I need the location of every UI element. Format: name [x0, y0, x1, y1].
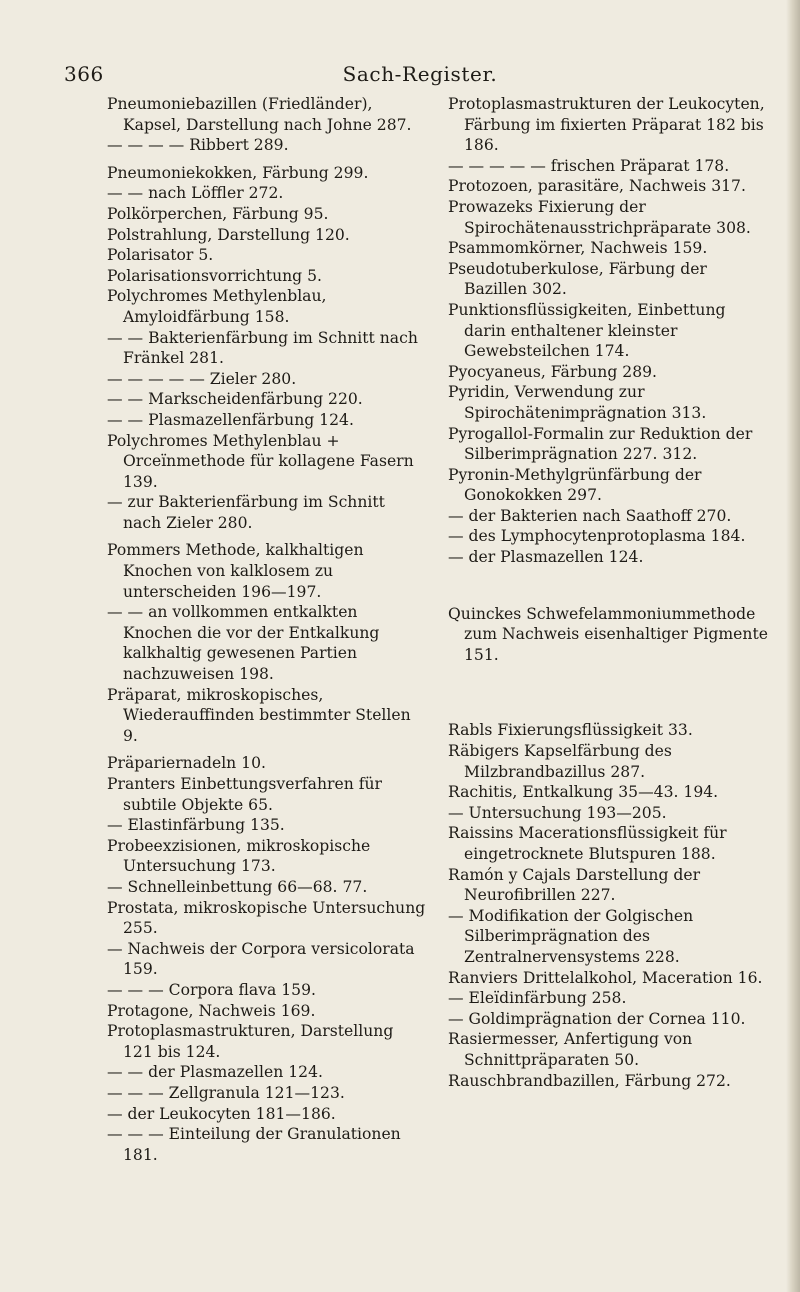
index-entry: — — — Zellgranula 121—123. — [107, 1083, 345, 1102]
index-entry: Pranters Einbettungsverfahren für subtile Objekte 65. — [107, 775, 382, 814]
index-entry: — — — — — frischen Präparat 178. — [448, 156, 730, 175]
index-column-right — [448, 94, 768, 1091]
index-entry: — — — — — Zieler 280. — [107, 369, 297, 388]
index-entry: Pyrogallol-Formalin zur Reduktion der Silberimprägnation 227. 312. — [448, 424, 753, 464]
index-entry: — — an vollkommen entkalkten Knochen die vor der Entkalkung kalkhaltig gewesenen Partien nachzuweisen 198. — [107, 603, 380, 684]
index-entry: Polarisationsvorrichtung 5. — [107, 266, 323, 285]
index-entry: Polstrahlung, Darstellung 120. — [107, 225, 350, 244]
index-entry: — Elastinfärbung 135. — [107, 816, 285, 835]
index-entry: Rasiermesser, Anfertigung von Schnittpräparaten 50. — [448, 1030, 693, 1069]
index-entry: — der Leukocyten 181—186. — [107, 1104, 336, 1123]
index-entry: Protoplasmastrukturen der Leukocyten, Färbung im fixierten Präparat 182 bis 186. — [448, 95, 765, 155]
index-entry: Prostata, mikroskopische Untersuchung 255. — [107, 898, 426, 938]
page-number: 366 — [64, 62, 104, 86]
index-entry: Pseudotuberkulose, Färbung der Bazillen 302. — [448, 259, 707, 299]
index-entry: — zur Bakterienfärbung im Schnitt nach Zieler 280. — [107, 493, 385, 532]
index-entry-q-section: Quinckes Schwefelammoniummethode zum Nachweis eisenhaltiger Pigmente 151. — [448, 604, 768, 664]
index-entry: Pyocyaneus, Färbung 289. — [448, 362, 657, 381]
index-entry: — Modifikation der Golgischen Silberimprägnation des Zentralnervensystems 228. — [448, 906, 694, 966]
index-entry: Pyridin, Verwendung zur Spirochätenimprägnation 313. — [448, 383, 707, 422]
index-entry: — — nach Löffler 272. — [107, 184, 284, 203]
page-header — [0, 62, 800, 92]
index-entry: Protagone, Nachweis 169. — [107, 1001, 316, 1020]
index-entry: Polarisator 5. — [107, 246, 214, 265]
index-entry: — — Markscheidenfärbung 220. — [107, 390, 363, 409]
index-entry: — der Bakterien nach Saathoff 270. — [448, 506, 732, 525]
index-entry: Psammomkörner, Nachweis 159. — [448, 239, 708, 258]
index-entry-r-section: Rabls Fixierungsflüssigkeit 33. — [448, 721, 693, 740]
index-column-left — [107, 94, 427, 1165]
index-entry: Prowazeks Fixierung der Spirochätenausstrichpräparate 308. — [448, 197, 751, 237]
index-entry: Protoplasmastrukturen, Darstellung 121 bis 124. — [107, 1022, 394, 1061]
index-entry: Präparat, mikroskopisches, Wiederauffinden bestimmter Stellen 9. — [107, 685, 411, 745]
index-entry: Präpariernadeln 10. — [107, 754, 266, 773]
index-entry: Rauschbrandbazillen, Färbung 272. — [448, 1071, 731, 1090]
index-entry: Probeexzisionen, mikroskopische Untersuchung 173. — [107, 836, 371, 876]
index-entry: — des Lymphocytenprotoplasma 184. — [448, 527, 746, 546]
index-entry: — der Plasmazellen 124. — [448, 548, 644, 567]
running-head: Sach-Register. — [342, 62, 498, 86]
index-entry: Pneumoniekokken, Färbung 299. — [107, 163, 369, 182]
index-entry: — — der Plasmazellen 124. — [107, 1063, 323, 1082]
index-entry: — — — Einteilung der Granulationen 181. — [107, 1125, 401, 1164]
index-entry: Polychromes Methylenblau, Amyloidfärbung 158. — [107, 287, 327, 326]
index-entry: — — — Corpora flava 159. — [107, 980, 316, 999]
index-entry: Protozoen, parasitäre, Nachweis 317. — [448, 177, 746, 196]
index-entry: — — Bakterienfärbung im Schnitt nach Fränkel 281. — [107, 328, 418, 368]
index-entry: Rachitis, Entkalkung 35—43. 194. — [448, 783, 719, 802]
index-entry: Polychromes Methylenblau + Orceïnmethode für kollagene Fasern 139. — [107, 431, 414, 491]
index-entry: Ramón y Cajals Darstellung der Neurofibrillen 227. — [448, 865, 701, 905]
index-entry: Pneumoniebazillen (Friedländer), Kapsel, Darstellung nach Johne 287. — [107, 95, 412, 134]
index-entry: — Goldimprägnation der Cornea 110. — [448, 1009, 746, 1028]
index-entry: — — Plasmazellenfärbung 124. — [107, 410, 354, 429]
index-entry: Pyronin-Methylgrünfärbung der Gonokokken 297. — [448, 465, 702, 505]
index-entry: Punktionsflüssigkeiten, Einbettung darin enthaltener kleinster Gewebsteilchen 174. — [448, 300, 726, 361]
index-entry: — Eleïdinfärbung 258. — [448, 989, 627, 1008]
index-entry: Raissins Macerationsflüssigkeit für eingetrocknete Blutspuren 188. — [448, 824, 727, 863]
index-entry: — Schnelleinbettung 66—68. 77. — [107, 877, 368, 896]
index-entry: — — — — Ribbert 289. — [107, 136, 289, 155]
index-entry: — Untersuchung 193—205. — [448, 803, 667, 822]
index-entry: Räbigers Kapselfärbung des Milzbrandbazillus 287. — [448, 742, 672, 781]
index-entry: Ranviers Drittelalkohol, Maceration 16. — [448, 968, 763, 987]
index-entry: Polkörperchen, Färbung 95. — [107, 204, 329, 223]
page-edge-shadow — [786, 0, 800, 1292]
index-entry: Pommers Methode, kalkhaltigen Knochen von kalklosem zu unterscheiden 196—197. — [107, 541, 364, 601]
index-entry: — Nachweis der Corpora versicolorata 159. — [107, 939, 415, 979]
